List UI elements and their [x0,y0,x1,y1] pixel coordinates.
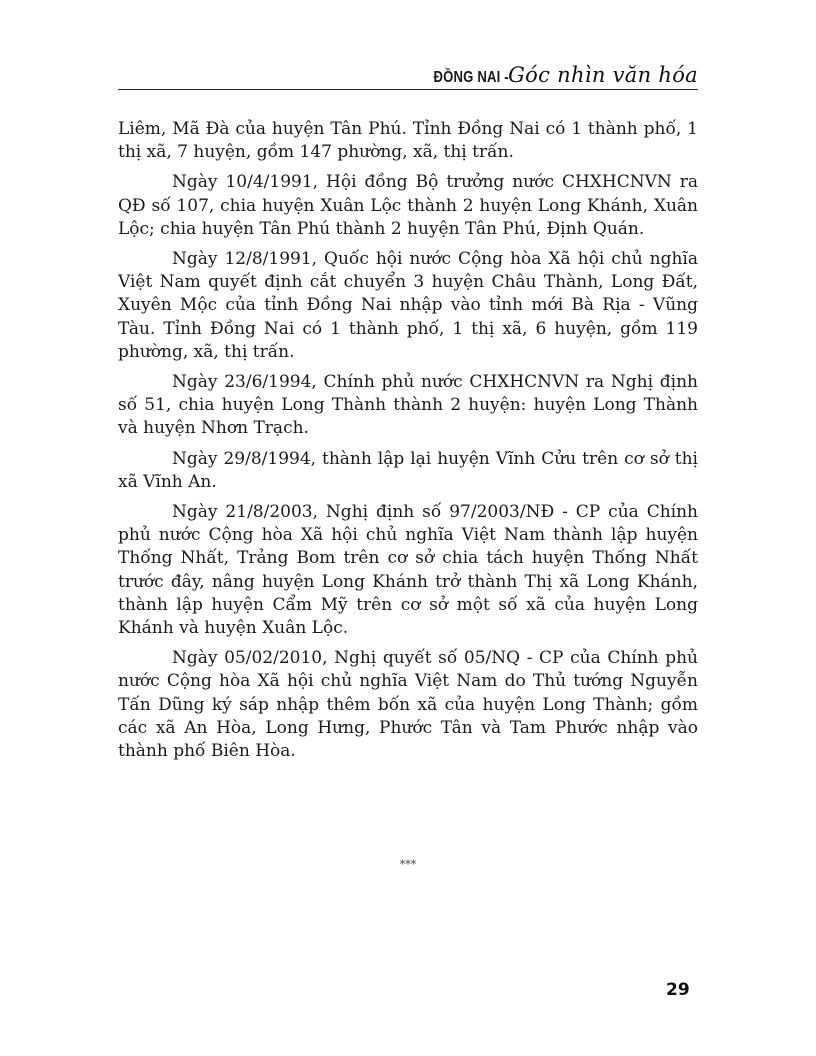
section-separator: *** [399,858,417,871]
page-body [118,118,698,770]
book-title-script: Góc nhìn văn hóa [508,63,698,87]
paragraph: Ngày 12/8/1991, Quốc hội nước Cộng hòa Xã hội chủ nghĩa Việt Nam quyết định cắt chuyển 3 huyện Châu Thành, Long Đất, Xuyên Mộc của tỉnh Đồng Nai nhập vào tỉnh mới Bà Rịa - Vũng Tàu. Tỉnh Đồng Nai có 1 thành phố, 1 thị xã, 6 huyện, gồm 119 phường, xã, thị trấn. [118,249,698,362]
paragraph: Ngày 29/8/1994, thành lập lại huyện Vĩnh Cửu trên cơ sở thị xã Vĩnh An. [118,448,698,492]
paragraph: Ngày 21/8/2003, Nghị định số 97/2003/NĐ - CP của Chính phủ nước Cộng hòa Xã hội chủ nghĩa Việt Nam thành lập huyện Thống Nhất, Trảng Bom trên cơ sở chia tách huyện Thống Nhất trước đây, nâng huyện Long Khánh trở thành Thị xã Long Khánh, thành lập huyện Cẩm Mỹ trên cơ sở một số xã của huyện Long Khánh và huyện Xuân Lộc. [118,502,698,639]
book-title-bold: ĐỒNG NAI - [433,69,509,86]
paragraph: Liêm, Mã Đà của huyện Tân Phú. Tỉnh Đồng Nai có 1 thành phố, 1 thị xã, 7 huyện, gồm 147 phường, xã, thị trấn. [118,119,698,163]
book-title [417,62,698,90]
running-header [118,62,698,92]
paragraph: Ngày 05/02/2010, Nghị quyết số 05/NQ - CP của Chính phủ nước Cộng hòa Xã hội chủ nghĩa Việt Nam do Thủ tướng Nguyễn Tấn Dũng ký sáp nhập thêm bốn xã của huyện Long Thành; gồm các xã An Hòa, Long Hưng, Phước Tân và Tam Phước nhập vào thành phố Biên Hòa. [118,648,698,762]
page-number: 29 [666,980,690,1000]
paragraph: Ngày 23/6/1994, Chính phủ nước CHXHCNVN ra Nghị định số 51, chia huyện Long Thành thành 2 huyện: huyện Long Thành và huyện Nhơn Trạch. [118,372,698,439]
paragraph: Ngày 10/4/1991, Hội đồng Bộ trưởng nước CHXHCNVN ra QĐ số 107, chia huyện Xuân Lộc thành 2 huyện Long Khánh, Xuân Lộc; chia huyện Tân Phú thành 2 huyện Tân Phú, Định Quán. [118,172,698,239]
header-rule [118,89,438,90]
